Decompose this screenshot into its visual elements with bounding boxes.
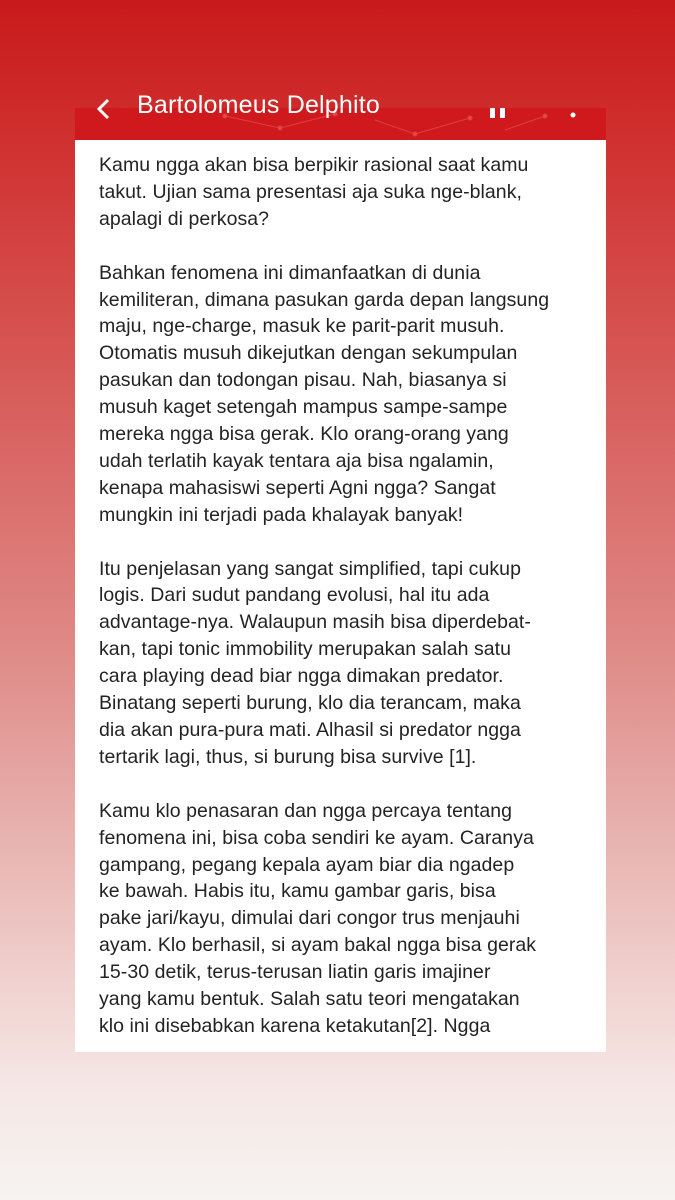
text-line: kan, tapi tonic immobility merupakan salah satu bbox=[99, 638, 512, 661]
story-card bbox=[75, 91, 606, 1052]
text-line: klo ini disebabkan karena ketakutan[2]. Ngga bbox=[99, 1014, 491, 1037]
article-paragraph bbox=[99, 798, 591, 1040]
article-paragraph bbox=[99, 152, 591, 233]
article-paragraph bbox=[99, 556, 591, 771]
text-line: kemiliteran, dimana pasukan garda depan langsung bbox=[99, 288, 550, 311]
text-line: dia akan pura-pura mati. Alhasil si predator ngga bbox=[99, 719, 521, 741]
back-arrow-icon[interactable] bbox=[93, 98, 113, 120]
text-line: gampang, pegang kepala ayam biar dia ngadep bbox=[99, 853, 515, 876]
text-line: maju, nge-charge, masuk ke parit-parit musuh. bbox=[99, 315, 505, 338]
text-line: apalagi di perkosa? bbox=[99, 207, 270, 230]
bookmark-icon[interactable] bbox=[488, 108, 508, 118]
app-bar bbox=[75, 91, 606, 140]
text-line: fenomena ini, bisa coba sendiri ke ayam. Caranya bbox=[99, 826, 534, 849]
text-line: tertarik lagi, thus, si burung bisa survive [1]. bbox=[99, 745, 477, 768]
text-line: Bahkan fenomena ini dimanfaatkan di dunia bbox=[99, 261, 481, 284]
text-line: logis. Dari sudut pandang evolusi, hal itu ada bbox=[99, 584, 490, 607]
text-line: pasukan dan todongan pisau. Nah, biasanya si bbox=[99, 369, 507, 392]
text-line: takut. Ujian sama presentasi aja suka nge-blank, bbox=[99, 180, 522, 203]
appbar-title: Bartolomeus Delphito bbox=[137, 91, 381, 119]
text-line: Kamu ngga akan bisa berpikir rasional saat kamu bbox=[99, 154, 529, 176]
text-line: pake jari/kayu, dimulai dari congor trus menjauhi bbox=[99, 907, 520, 930]
text-line: Otomatis musuh dikejutkan dengan sekumpulan bbox=[99, 342, 518, 365]
text-line: Binatang seperti burung, klo dia terancam, maka bbox=[99, 692, 521, 715]
more-vert-icon[interactable] bbox=[569, 108, 577, 120]
text-line: advantage-nya. Walaupun masih bisa diperdebat- bbox=[99, 611, 531, 634]
text-line: mungkin ini terjadi pada khalayak banyak! bbox=[99, 503, 464, 526]
text-line: kenapa mahasiswi seperti Agni ngga? Sangat bbox=[99, 476, 496, 499]
text-line: musuh kaget setengah mampus sampe-sampe bbox=[99, 396, 508, 419]
text-line: yang kamu bentuk. Salah satu teori mengatakan bbox=[99, 988, 520, 1011]
text-line: ke bawah. Habis itu, kamu gambar garis, bisa bbox=[99, 880, 496, 903]
text-line: Itu penjelasan yang sangat simplified, tapi cukup bbox=[99, 557, 521, 580]
article-body bbox=[99, 152, 591, 1067]
text-line: 15-30 detik, terus-terusan liatin garis imajiner bbox=[99, 961, 491, 984]
text-line: udah terlatih kayak tentara aja bisa ngalamin, bbox=[99, 449, 494, 472]
text-line: cara playing dead biar ngga dimakan predator. bbox=[99, 665, 504, 688]
text-line: ayam. Klo berhasil, si ayam bakal ngga bisa gerak bbox=[99, 934, 537, 957]
text-line: Kamu klo penasaran dan ngga percaya tentang bbox=[99, 799, 513, 822]
text-line: mereka ngga bisa gerak. Klo orang-orang yang bbox=[99, 423, 509, 446]
article-paragraph bbox=[99, 260, 591, 529]
